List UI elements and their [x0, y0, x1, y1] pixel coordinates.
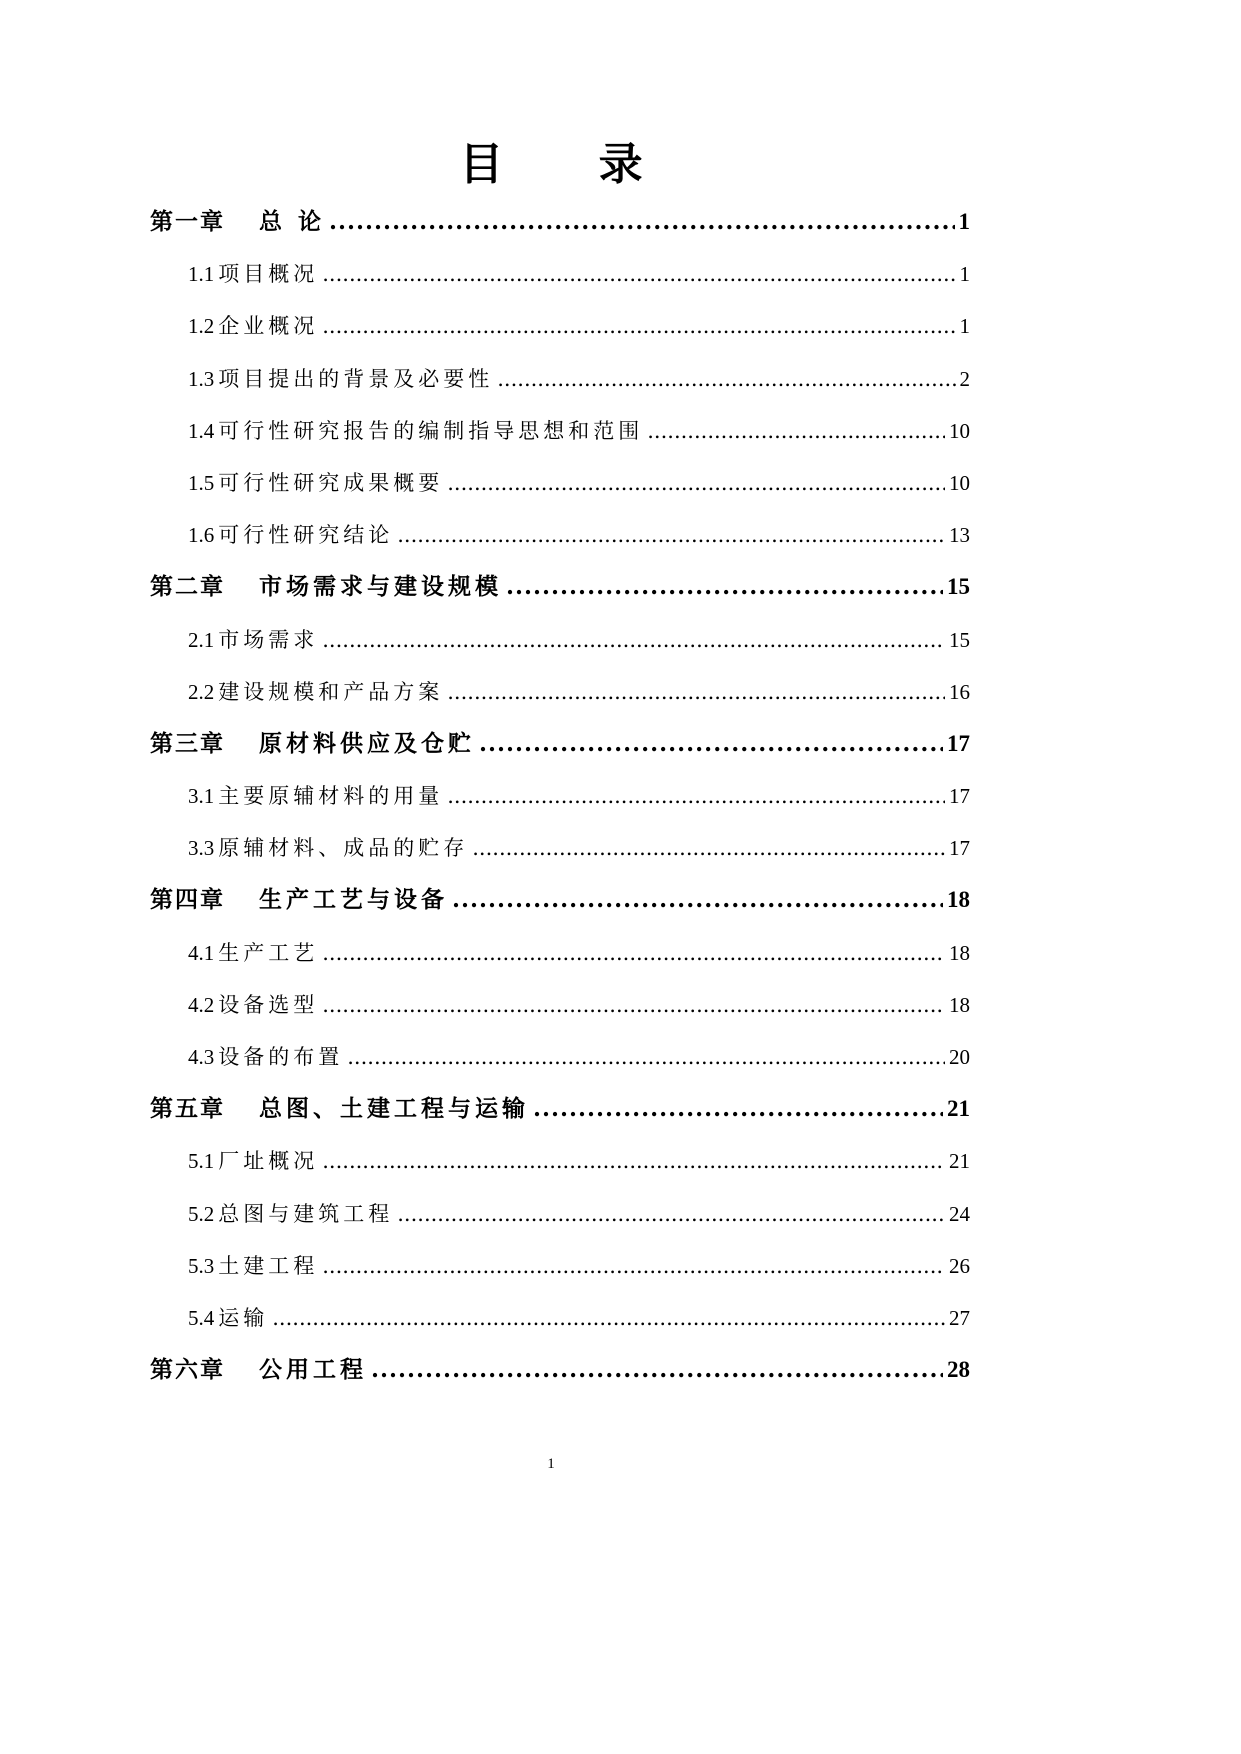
- toc-section-entry[interactable]: [150, 300, 970, 352]
- toc-entry-number: 5.1: [188, 1149, 215, 1174]
- toc-entry-number: 第三章: [150, 730, 225, 757]
- toc-entry-title: 设备选型: [218, 992, 319, 1017]
- toc-entry-page: 17: [949, 784, 970, 809]
- toc-entry-title: 原材料供应及仓贮: [259, 730, 475, 757]
- dot-leader: [322, 1240, 945, 1292]
- toc-entry-page: 18: [949, 992, 970, 1017]
- toc-entry-page: 1: [958, 209, 970, 234]
- toc-chapter-entry[interactable]: [150, 561, 970, 613]
- toc-entry-page: 16: [949, 679, 970, 704]
- dot-leader: [322, 1135, 945, 1187]
- toc-section-entry[interactable]: [150, 614, 970, 666]
- dot-leader: [506, 561, 943, 613]
- toc-entry-number: 5.2: [188, 1201, 215, 1226]
- dot-leader: [447, 457, 945, 509]
- toc-section-entry[interactable]: [150, 353, 970, 405]
- toc-entry-page: 10: [949, 470, 970, 495]
- toc-entry-number: 第四章: [150, 887, 225, 914]
- dot-leader: [452, 874, 943, 926]
- dot-leader: [479, 718, 943, 770]
- toc-entry-title: 可行性研究报告的编制指导思想和范围: [218, 418, 644, 443]
- toc-entry-title: 设备的布置: [218, 1045, 344, 1069]
- toc-entry-page: 15: [947, 574, 970, 600]
- toc-entry-page: 1: [959, 314, 970, 339]
- toc-entry-number: 3.1: [188, 784, 215, 809]
- toc-entry-page: 2: [959, 366, 970, 391]
- toc-section-entry[interactable]: [150, 457, 970, 509]
- toc-entry-title: 项目概况: [218, 262, 319, 287]
- toc-entry-page: 24: [949, 1201, 970, 1226]
- toc-entry-title: 建设规模和产品方案: [218, 679, 444, 704]
- toc-entry-title: 生产工艺: [218, 940, 319, 965]
- toc-chapter-entry[interactable]: [150, 718, 970, 770]
- toc-entry-number: 1.6: [188, 523, 215, 548]
- toc-entry-number: 1.5: [188, 470, 215, 495]
- dot-leader: [371, 1344, 943, 1396]
- toc-entry-number: 5.3: [188, 1253, 215, 1278]
- toc-entry-title: 厂址概况: [218, 1149, 319, 1174]
- toc-section-entry[interactable]: [150, 822, 970, 874]
- dot-leader: [397, 1188, 945, 1240]
- toc-section-entry[interactable]: [150, 248, 970, 300]
- toc-section-entry[interactable]: [150, 1135, 970, 1187]
- dot-leader: [347, 1031, 945, 1083]
- toc-entry-title: 市场需求与建设规模: [259, 574, 502, 601]
- toc-section-entry[interactable]: [150, 770, 970, 822]
- toc-entry-number: 1.2: [188, 314, 215, 339]
- toc-entry-page: 1: [959, 262, 970, 287]
- toc-entry-title: 可行性研究结论: [218, 523, 394, 548]
- dot-leader: [322, 300, 955, 352]
- toc-entry-page: 26: [949, 1253, 970, 1278]
- toc-entry-number: 2.1: [188, 627, 215, 652]
- dot-leader: [533, 1083, 943, 1135]
- dot-leader: [472, 822, 945, 874]
- toc-entry-page: 17: [947, 730, 970, 756]
- dot-leader: [647, 405, 945, 457]
- toc-entry-number: 第六章: [150, 1357, 225, 1384]
- toc-entry-number: 1.3: [188, 366, 215, 391]
- toc-entry-number: 第五章: [150, 1096, 225, 1123]
- toc-entry-title: 企业概况: [218, 314, 319, 339]
- dot-leader: [272, 1292, 945, 1344]
- toc-entry-title: 市场需求: [218, 627, 319, 652]
- toc-section-entry[interactable]: [150, 666, 970, 718]
- page-title: 目 录: [459, 139, 683, 190]
- dot-leader: [497, 353, 955, 405]
- toc-entry-number: 3.3: [188, 836, 215, 861]
- dot-leader: [322, 614, 945, 666]
- dot-leader: [322, 979, 945, 1031]
- toc-entry-number: 1.1: [188, 262, 215, 287]
- toc-entry-title: 原辅材料、成品的贮存: [218, 836, 469, 861]
- toc-section-entry[interactable]: [150, 979, 970, 1031]
- toc-section-entry[interactable]: [150, 509, 970, 561]
- toc-entry-number: 5.4: [188, 1305, 215, 1330]
- table-of-contents: [150, 196, 970, 1396]
- toc-entry-title: 总图与建筑工程: [218, 1201, 394, 1226]
- toc-entry-title: 运输: [218, 1305, 269, 1330]
- toc-entry-title: 主要原辅材料的用量: [218, 784, 444, 809]
- toc-section-entry[interactable]: [150, 1240, 970, 1292]
- toc-entry-page: 13: [949, 523, 970, 548]
- toc-entry-number: 1.4: [188, 418, 215, 443]
- toc-entry-title: 项目提出的背景及必要性: [218, 366, 494, 391]
- toc-entry-page: 27: [949, 1305, 970, 1330]
- toc-chapter-entry[interactable]: [150, 874, 970, 926]
- toc-entry-title: 公用工程: [259, 1357, 367, 1384]
- toc-entry-number: 4.2: [188, 992, 215, 1017]
- toc-entry-title: 总 论: [259, 209, 326, 235]
- dot-leader: [397, 509, 945, 561]
- toc-chapter-entry[interactable]: [150, 196, 970, 248]
- dot-leader: [447, 770, 945, 822]
- dot-leader: [329, 196, 954, 248]
- toc-entry-page: 10: [949, 418, 970, 443]
- toc-section-entry[interactable]: [150, 1292, 970, 1344]
- toc-entry-page: 18: [947, 887, 970, 913]
- toc-section-entry[interactable]: [150, 1031, 970, 1083]
- toc-entry-page: 21: [947, 1096, 970, 1122]
- toc-section-entry[interactable]: [150, 1188, 970, 1240]
- toc-entry-title: 总图、土建工程与运输: [259, 1096, 529, 1123]
- toc-entry-page: 15: [949, 627, 970, 652]
- toc-chapter-entry[interactable]: [150, 1083, 970, 1135]
- dot-leader: [322, 927, 945, 979]
- toc-section-entry[interactable]: [150, 927, 970, 979]
- toc-entry-page: 21: [949, 1149, 970, 1174]
- page-number: 1: [547, 1456, 555, 1472]
- toc-entry-page: 17: [949, 836, 970, 861]
- toc-chapter-entry[interactable]: [150, 1344, 970, 1396]
- toc-entry-page: 28: [947, 1357, 970, 1383]
- dot-leader: [447, 666, 945, 718]
- toc-entry-number: 4.1: [188, 940, 215, 965]
- toc-entry-page: 18: [949, 940, 970, 965]
- toc-section-entry[interactable]: [150, 405, 970, 457]
- toc-entry-number: 第二章: [150, 574, 225, 601]
- toc-entry-title: 可行性研究成果概要: [218, 470, 444, 495]
- toc-entry-number: 4.3: [188, 1045, 215, 1069]
- toc-entry-title: 生产工艺与设备: [259, 887, 448, 914]
- dot-leader: [322, 248, 955, 300]
- toc-entry-title: 土建工程: [218, 1253, 319, 1278]
- toc-entry-number: 第一章: [150, 209, 225, 235]
- toc-entry-page: 20: [949, 1045, 970, 1069]
- toc-entry-number: 2.2: [188, 679, 215, 704]
